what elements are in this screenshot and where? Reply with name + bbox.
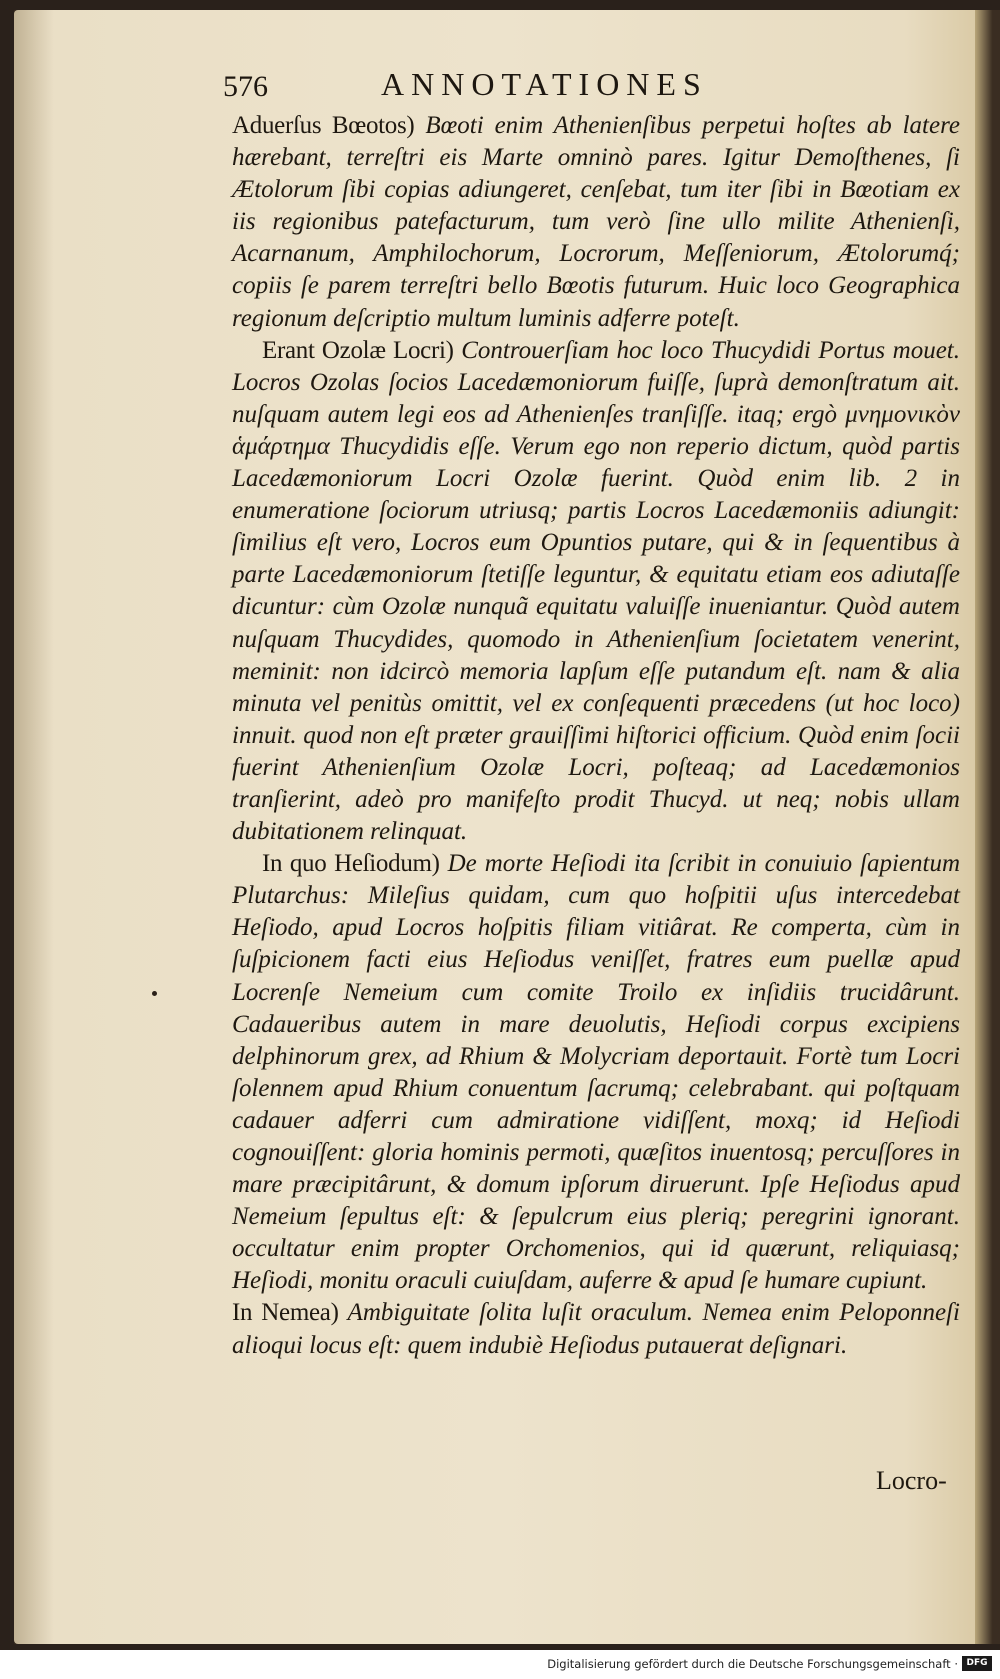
- gutter-shadow: [14, 10, 54, 1644]
- margin-mark: [152, 991, 157, 996]
- annotation-paragraph: [232, 110, 960, 335]
- lemma: In quo Heſiodum): [262, 850, 440, 878]
- annotation-paragraph: [232, 848, 960, 1297]
- commentary: De morte Heſiodi ita ſcribit in conuiuio ſapientum Plutarchus: Mileſius quidam, cum quo hoſpitii uſus intercedebat Heſiodo, apud Locros hoſpitis filiam vitiârat. Re comperta, cùm in ſuſpicionem facti eius Heſiodus veniſſet, fratres eum puellæ apud Locrenſe Nemeium cum comite Troilo ex inſidiis trucidârunt. Cadaueribus autem in mare deuolutis, Heſiodi corpus excipiens delphinorum grex, ad Rhium & Molycriam deportauit. Fortè tum Locri ſolennem apud Rhium conuentum ſacrumq; celebrabant. qui poſtquam cadauer adferri cum admiratione vidiſſent, moxq; id Heſiodi cognouiſſent: gloria hominis permoti, quæſitos inuentosq; percuſſores in mare præcipitârunt, & domum ipſorum diruerunt. Ipſe Heſiodus apud Nemeium ſepultus eſt: & ſepulcrum eius pleriq; peregrini ignorant. occultatur enim propter Orchomenios, qui id quærunt, reliquiasq; Heſiodi, monitu oraculi cuiuſdam, auferre & apud ſe humare cupiunt.: [232, 850, 961, 1295]
- footer-bar: [0, 1650, 1000, 1679]
- commentary: Ambiguitate ſolita luſit oraculum. Nemea enim Peloponneſi alioqui locus eſt: quem indubiè Heſiodus putauerat deſignari.: [232, 1299, 960, 1359]
- commentary: Bœoti enim Athenienſibus perpetui hoſtes ab latere hærebant, terreſtri eis Marte omninò pares. Igitur Demoſthenes, ſi Ætolorum ſibi copias adiungeret, cenſebat, tum iter ſibi in Bœotiam ex iis regionibus patefacturum, tum verò ſine ullo milite Athenienſi, Acarnanum, Amphilochorum, Locrorum, Meſſeniorum, Ætolorumq́; copiis ſe parem terreſtri bello Bœotis futurum. Huic loco Geographica regionum deſcriptio multum luminis adferre poteſt.: [232, 112, 960, 332]
- page-edge: [975, 10, 1000, 1644]
- lemma: Erant Ozolæ Locri): [262, 336, 454, 364]
- annotation-paragraph: [232, 1297, 960, 1361]
- lemma: Aduerſus Bœotos): [232, 112, 415, 139]
- annotation-text: [232, 110, 960, 1362]
- running-title: ANNOTATIONES: [381, 66, 708, 102]
- dfg-logo: DFG: [962, 1656, 992, 1671]
- page-number: 576: [223, 70, 268, 103]
- funding-credit: Digitalisierung gefördert durch die Deutsche Forschungsgemeinschaft ·: [547, 1657, 958, 1671]
- lemma: In Nemea): [232, 1299, 339, 1327]
- page-header: [223, 66, 813, 106]
- commentary: Controuerſiam hoc loco Thucydidi Portus mouet. Locros Ozolas ſocios Lacedæmoniorum fuiſſe, ſuprà demonſtratum ait. nuſquam autem legi eos ad Athenienſes tranſiſſe. itaq; ergò μνημονικὸν ἁμάρτημα Thucydidis eſſe. Verum ego non reperio dictum, quòd partis Lacedæmoniorum Locri Ozolæ fuerint. Quòd enim lib. 2 in enumeratione ſociorum utriusq; partis Locros Lacedæmoniis adiungit: ſimilius eſt vero, Locros eum Opuntios putare, qui & in ſequentibus à parte Lacedæmoniorum ſtetiſſe leguntur, & equitatu etiam eos adiutaſſe dicuntur: cùm Ozolæ nunquã equitatu valuiſſe inueniantur. Quòd autem nuſquam Thucydides, quomodo in Athenienſium ſocietatem venerint, meminit: non idcircò memoria lapſum eſſe putandum eſt. nam & alia minuta vel penitùs omittit, vel ex conſequenti præcedens (ut hoc loco) innuit. quod non eſt præter grauiſſimi hiſtorici officium. Quòd enim ſocii fuerint Athenienſium Ozolæ Locri, poſteaq; ad Lacedæmonios tranſierint, adeò pro manifeſto prodit Thucyd. ut neq; nobis ullam dubitationem relinquat.: [232, 336, 960, 846]
- catchword: Locro-: [876, 1466, 947, 1495]
- annotation-paragraph: [232, 335, 960, 849]
